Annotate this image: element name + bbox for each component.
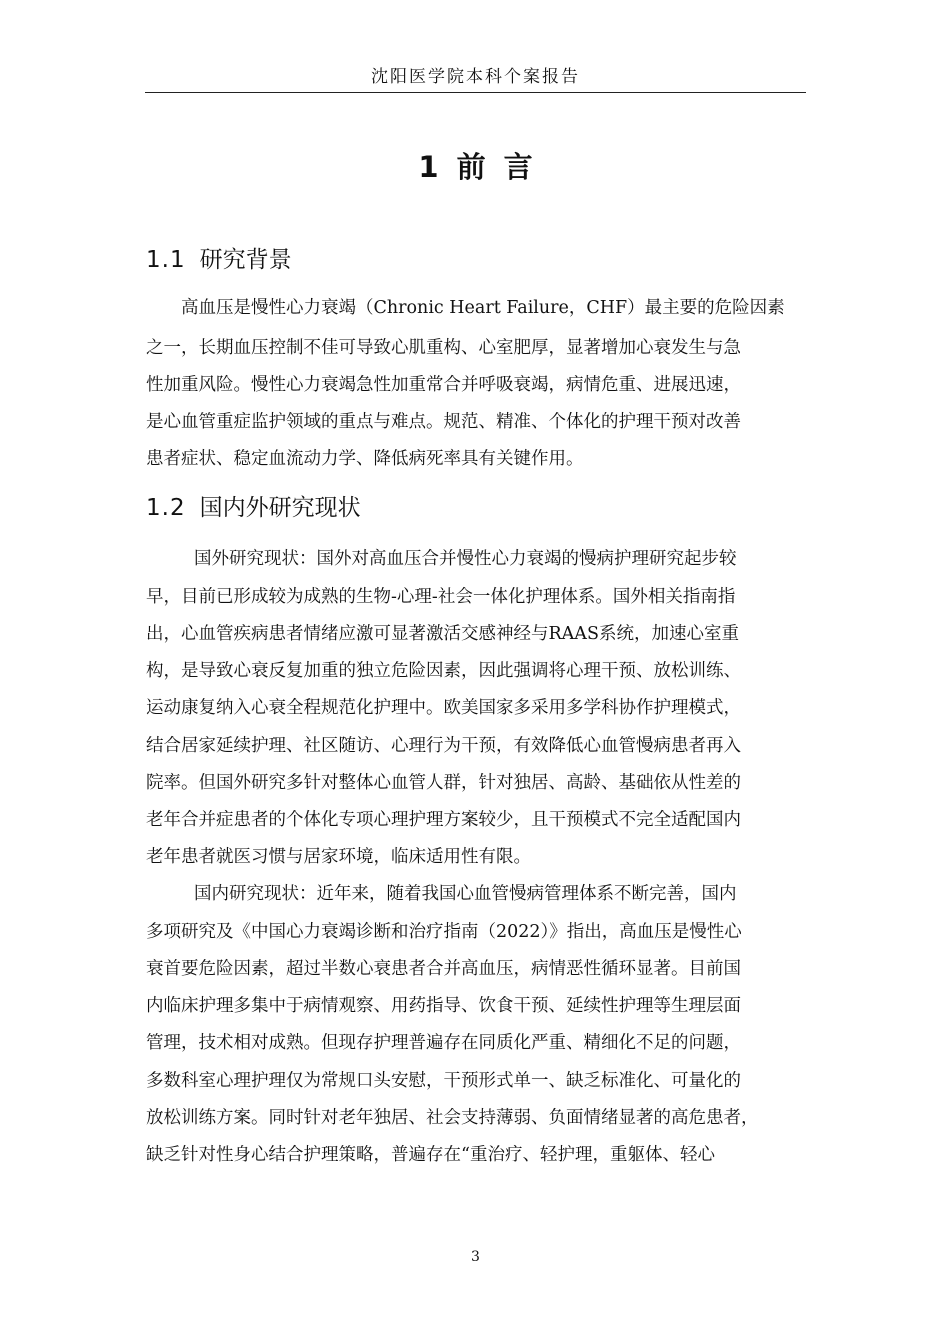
chapter-title <box>145 142 806 192</box>
paragraph-line: 管理，技术相对成熟。但现存护理普遍存在同质化严重、精细化不足的问题， <box>146 1033 741 1053</box>
section-number: 1.1 <box>146 247 186 273</box>
paragraph-line: 构，是导致心衰反复加重的独立危险因素，因此强调将心理干预、放松训练、 <box>146 661 741 681</box>
paragraph-line: 放松训练方案。同时针对老年独居、社会支持薄弱、负面情绪显著的高危患者， <box>146 1108 759 1128</box>
paragraph-line: 国外研究现状：国外对高血压合并慢性心力衰竭的慢病护理研究起步较 <box>194 549 737 569</box>
paragraph-line: 患者症状、稳定血流动力学、降低病死率具有关键作用。 <box>146 449 584 469</box>
paragraph-line: 缺乏针对性身心结合护理策略，普遍存在“重治疗、轻护理，重躯体、轻心 <box>146 1145 715 1165</box>
paragraph-line: 内临床护理多集中于病情观察、用药指导、饮食干预、延续性护理等生理层面 <box>146 996 741 1016</box>
paragraph-line: 国内研究现状：近年来，随着我国心血管慢病管理体系不断完善，国内 <box>194 884 737 904</box>
paragraph-line: 衰首要危险因素，超过半数心衰患者合并高血压，病情恶性循环显著。目前国 <box>146 959 741 979</box>
chapter-number: 1 <box>418 150 439 184</box>
paragraph-line: 之一，长期血压控制不佳可导致心肌重构、心室肥厚，显著增加心衰发生与急 <box>146 338 741 358</box>
running-header: 沈阳医学院本科个案报告 <box>371 67 580 87</box>
paragraph-line: 出，心血管疾病患者情绪应激可显著激活交感神经与RAAS系统，加速心室重 <box>146 624 739 644</box>
section-number: 1.2 <box>146 495 186 521</box>
section-heading-1-2 <box>146 491 361 525</box>
paragraph-line: 高血压是慢性心力衰竭（Chronic Heart Failure，CHF）最主要的危险因素 <box>181 298 785 318</box>
paragraph-line: 早，目前已形成较为成熟的生物-心理-社会一体化护理体系。国外相关指南指 <box>146 587 736 607</box>
paragraph-line: 是心血管重症监护领域的重点与难点。规范、精准、个体化的护理干预对改善 <box>146 412 741 432</box>
paragraph-line: 多项研究及《中国心力衰竭诊断和治疗指南（2022）》指出，高血压是慢性心 <box>146 922 742 942</box>
paragraph-line: 院率。但国外研究多针对整体心血管人群，针对独居、高龄、基础依从性差的 <box>146 773 741 793</box>
paragraph-line: 性加重风险。慢性心力衰竭急性加重常合并呼吸衰竭，病情危重、进展迅速， <box>146 375 741 395</box>
section-title: 研究背景 <box>199 247 292 273</box>
paragraph-line: 运动康复纳入心衰全程规范化护理中。欧美国家多采用多学科协作护理模式， <box>146 698 741 718</box>
page-number: 3 <box>471 1249 480 1265</box>
chapter-title-char-2: 言 <box>503 150 533 184</box>
section-title: 国内外研究现状 <box>199 495 361 521</box>
chapter-title-char-1: 前 <box>456 150 486 184</box>
header-rule <box>145 92 806 93</box>
paragraph-line: 多数科室心理护理仅为常规口头安慰，干预形式单一、缺乏标准化、可量化的 <box>146 1071 741 1091</box>
section-heading-1-1 <box>146 243 292 277</box>
paragraph-line: 老年合并症患者的个体化专项心理护理方案较少，且干预模式不完全适配国内 <box>146 810 741 830</box>
paragraph-line: 结合居家延续护理、社区随访、心理行为干预，有效降低心血管慢病患者再入 <box>146 736 741 756</box>
paragraph-line: 老年患者就医习惯与居家环境，临床适用性有限。 <box>146 847 531 867</box>
